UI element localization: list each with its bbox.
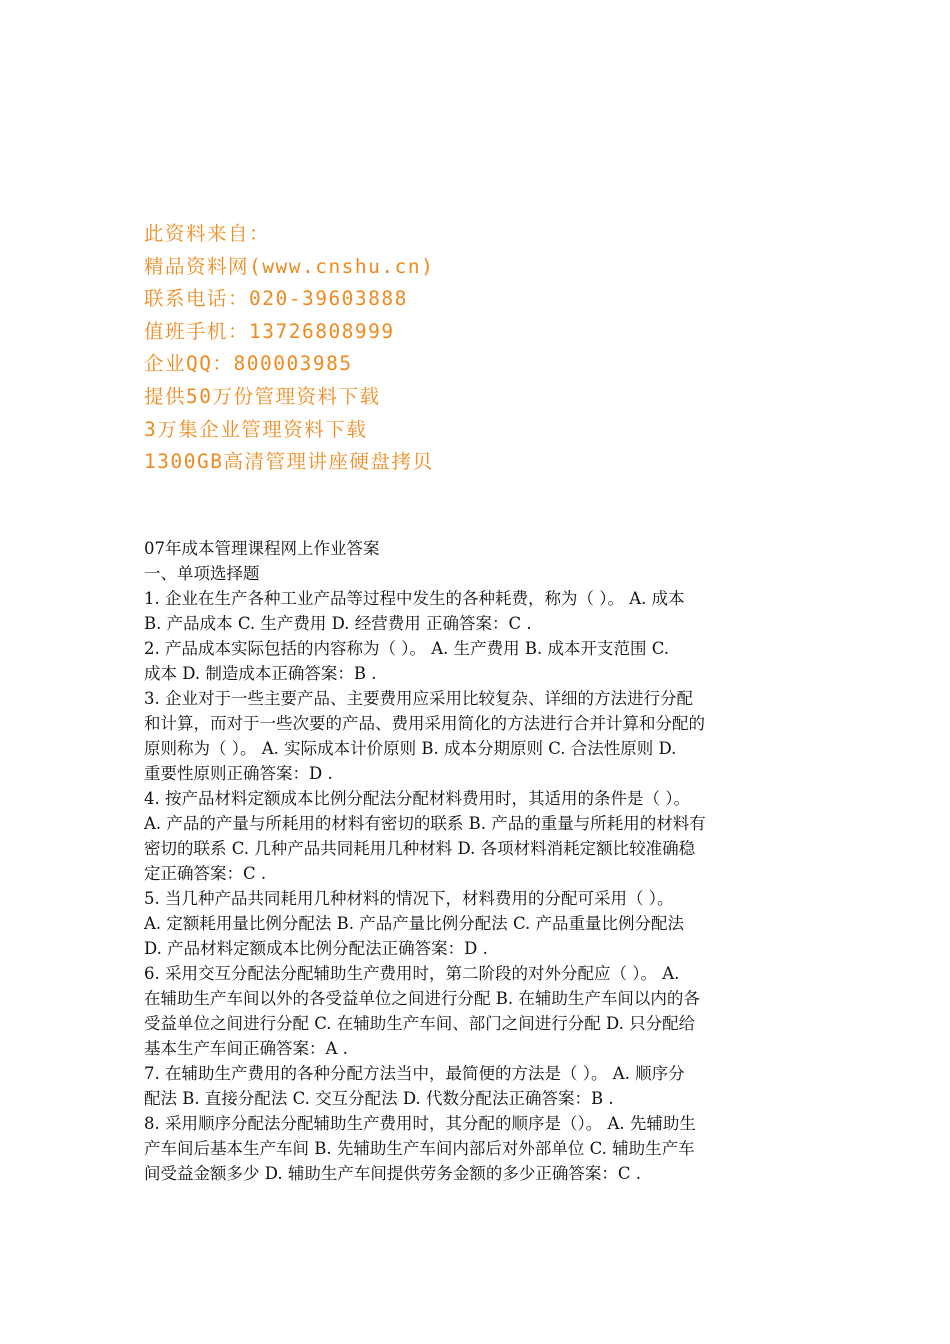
question-text-line: 4. 按产品材料定额成本比例分配法分配材料费用时，其适用的条件是（ ）。 [144, 789, 690, 808]
section-heading: 一、单项选择题 [144, 564, 260, 583]
question-text-line: 2. 产品成本实际包括的内容称为（ ）。 A. 生产费用 B. 成本开支范围 C. [144, 639, 670, 658]
question-text-line: 基本生产车间正确答案：A . [144, 1039, 348, 1058]
company-qq: 企业QQ：800003985 [144, 352, 353, 376]
question-text-line: 在辅助生产车间以外的各受益单位之间进行分配 B. 在辅助生产车间以内的各 [144, 989, 700, 1008]
question-text-line: 间受益金额多少 D. 辅助生产车间提供劳务金额的多少正确答案：C . [144, 1164, 641, 1183]
question-text-line: 产车间后基本生产车间 B. 先辅助生产车间内部后对外部单位 C. 辅助生产车 [144, 1139, 695, 1158]
offer-line-2: 3万集企业管理资料下载 [144, 417, 368, 441]
question-text-line: 成本 D. 制造成本正确答案：B . [144, 664, 377, 683]
question-text-line: 受益单位之间进行分配 C. 在辅助生产车间、部门之间进行分配 D. 只分配给 [144, 1014, 696, 1033]
question-text-line: 重要性原则正确答案：D . [144, 764, 333, 783]
source-info-block [144, 218, 844, 479]
document-title: 07年成本管理课程网上作业答案 [144, 539, 380, 558]
question-text-line: 原则称为（ ）。 A. 实际成本计价原则 B. 成本分期原则 C. 合法性原则 D. [144, 739, 677, 758]
question-text-line: 1. 企业在生产各种工业产品等过程中发生的各种耗费，称为（ ）。 A. 成本 [144, 589, 685, 608]
offer-line-3: 1300GB高清管理讲座硬盘拷贝 [144, 450, 434, 474]
question-text-line: 7. 在辅助生产费用的各种分配方法当中，最简便的方法是（ ）。 A. 顺序分 [144, 1064, 685, 1083]
question-text-line: 密切的联系 C. 几种产品共同耗用几种材料 D. 各项材料消耗定额比较准确稳 [144, 839, 696, 858]
question-text-line: D. 产品材料定额成本比例分配法正确答案：D . [144, 939, 488, 958]
question-text-line: A. 产品的产量与所耗用的材料有密切的联系 B. 产品的重量与所耗用的材料有 [144, 814, 706, 833]
source-label: 此资料来自： [144, 222, 271, 245]
question-text-line: 6. 采用交互分配法分配辅助生产费用时，第二阶段的对外分配应（ ）。 A. [144, 964, 680, 983]
duty-mobile: 值班手机：13726808999 [144, 319, 395, 343]
question-text-line: 和计算，而对于一些次要的产品、费用采用简化的方法进行合并计算和分配的 [144, 714, 705, 733]
contact-phone: 联系电话：020-39603888 [144, 287, 408, 311]
question-text-line: 5. 当几种产品共同耗用几种材料的情况下，材料费用的分配可采用（ ）。 [144, 889, 674, 908]
question-text-line: 定正确答案：C . [144, 864, 267, 883]
offer-line-1: 提供50万份管理资料下载 [144, 384, 381, 408]
question-text-line: 8. 采用顺序分配法分配辅助生产费用时，其分配的顺序是（）。 A. 先辅助生 [144, 1114, 696, 1133]
question-text-line: B. 产品成本 C. 生产费用 D. 经营费用 正确答案：C . [144, 614, 532, 633]
question-text-line: A. 定额耗用量比例分配法 B. 产品产量比例分配法 C. 产品重量比例分配法 [144, 914, 685, 933]
question-text-line: 3. 企业对于一些主要产品、主要费用应采用比较复杂、详细的方法进行分配 [144, 689, 693, 708]
source-website: 精品资料网(www.cnshu.cn) [144, 254, 435, 278]
question-text-line: 配法 B. 直接分配法 C. 交互分配法 D. 代数分配法正确答案：B . [144, 1089, 614, 1108]
document-body [144, 536, 812, 1186]
